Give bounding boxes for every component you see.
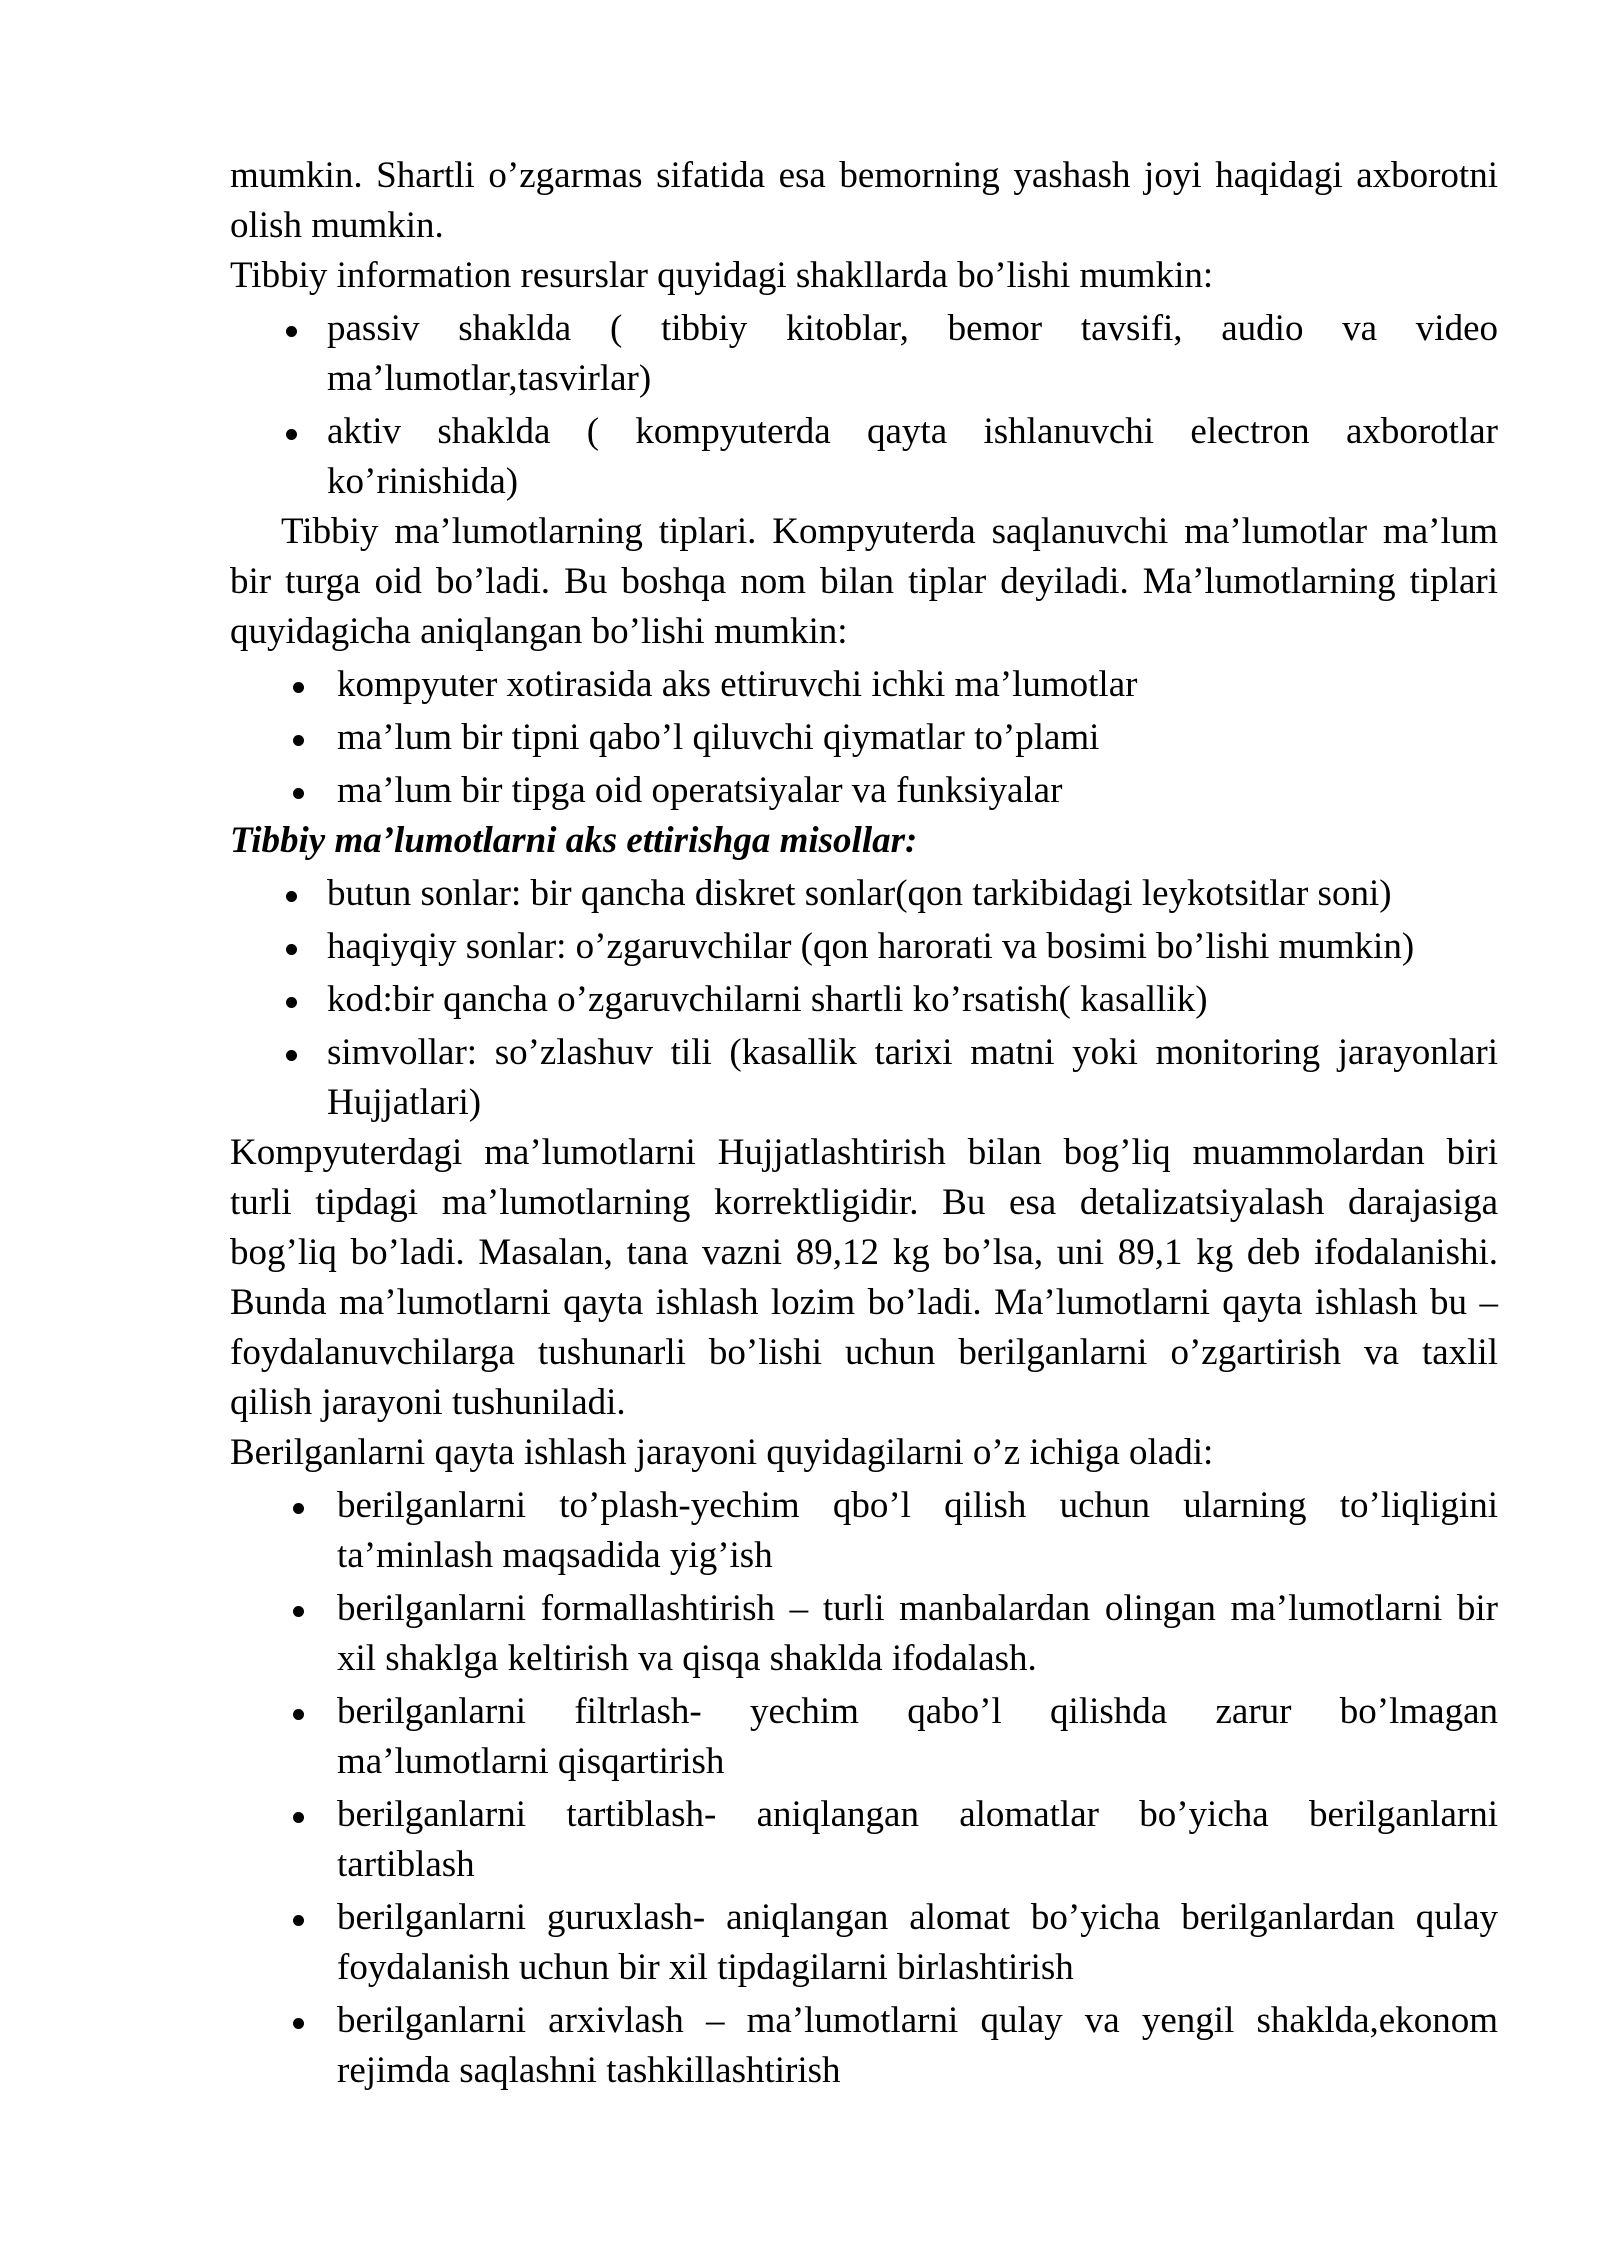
list-item-line: haqiyqiy sonlar: o’zgaruvchilar (qon harorati va bosimi bo’lishi mumkin) (327, 926, 1415, 967)
list-item-line: kod:bir qancha o’zgaruvchilarni shartli ko’rsatish( kasallik) (327, 979, 1208, 1020)
list-item (230, 710, 1498, 763)
paragraph-line: Bunda ma’lumotlarni qayta ishlash lozim bo’ladi. Ma’lumotlarni qayta ishlash bu – (230, 1282, 1498, 1323)
list-item-line: butun sonlar: bir qancha diskret sonlar(qon tarkibidagi leykotsitlar soni) (327, 873, 1392, 914)
list-item-line: berilganlarni guruxlash- aniqlangan alomat bo’yicha berilganlardan qulay (337, 1897, 1498, 1938)
resources-lead: Tibbiy information resurslar quyidagi shakllarda bo’lishi mumkin: (230, 255, 1214, 296)
bullet-icon (293, 788, 304, 799)
list-item-line: simvollar: so’zlashuv tili (kasallik tarixi matni yoki monitoring jarayonlari (327, 1032, 1498, 1073)
list-item-line: ma’lum bir tipni qabo’l qiluvchi qiymatlar to’plami (337, 717, 1100, 758)
bullet-icon (286, 944, 297, 955)
paragraph-line: bir turga oid bo’ladi. Bu boshqa nom bilan tiplar deyiladi. Ma’lumotlarning tiplari (230, 561, 1498, 602)
paragraph-line: quyidagicha aniqlangan bo’lishi mumkin: (230, 611, 848, 652)
list-item (230, 404, 1498, 507)
processing-lead: Berilganlarni qayta ishlash jarayoni quyidagilarni o’z ichiga oladi: (230, 1432, 1214, 1473)
bullet-icon (293, 1812, 304, 1823)
list-item (230, 1993, 1498, 2096)
list-item (230, 1684, 1498, 1787)
list-item (230, 763, 1498, 816)
bullet-icon (286, 1050, 297, 1061)
bullet-icon (293, 735, 304, 746)
list-item (230, 1787, 1498, 1890)
bullet-icon (293, 1503, 304, 1514)
documentation-paragraph (230, 1128, 1498, 1428)
list-item (230, 1025, 1498, 1128)
list-item (230, 301, 1498, 404)
list-item-line: xil shaklga keltirish va qisqa shaklda ifodalash. (337, 1638, 1037, 1679)
paragraph-line: Tibbiy ma’lumotlarning tiplari. Kompyuterda saqlanuvchi ma’lumotlar ma’lum (281, 511, 1498, 552)
list-item-line: ta’minlash maqsadida yig’ish (337, 1535, 773, 1576)
bullet-icon (286, 326, 297, 337)
paragraph-line: foydalanuvchilarga tushunarli bo’lishi uchun berilganlarni o’zgartirish va taxlil (230, 1332, 1498, 1373)
type-items-list (230, 657, 1498, 816)
list-item (230, 1478, 1498, 1581)
list-item-line: ma’lumotlarni qisqartirish (337, 1741, 725, 1782)
list-item (230, 1581, 1498, 1684)
list-item-line: foydalanish uchun bir xil tipdagilarni birlashtirish (337, 1947, 1074, 1988)
list-item-line: berilganlarni tartiblash- aniqlangan alomatlar bo’yicha berilganlarni (337, 1794, 1498, 1835)
list-item (230, 1890, 1498, 1993)
list-item (230, 919, 1498, 972)
bullet-icon (293, 2018, 304, 2029)
list-item-line: passiv shaklda ( tibbiy kitoblar, bemor tavsifi, audio va video (327, 308, 1498, 349)
document-page (230, 151, 1498, 2096)
paragraph-line: mumkin. Shartli o’zgarmas sifatida esa bemorning yashash joyi haqidagi axborotni (230, 155, 1498, 196)
bullet-icon (286, 997, 297, 1008)
bullet-icon (293, 682, 304, 693)
bullet-icon (293, 1915, 304, 1926)
bullet-icon (286, 891, 297, 902)
paragraph-line: Kompyuterdagi ma’lumotlarni Hujjatlashtirish bilan bog’liq muammolardan biri (230, 1132, 1498, 1173)
types-paragraph (230, 507, 1498, 657)
list-item-line: kompyuter xotirasida aks ettiruvchi ichki ma’lumotlar (337, 664, 1138, 705)
list-item-line: aktiv shaklda ( kompyuterda qayta ishlanuvchi electron axborotlar (327, 411, 1498, 452)
intro-paragraph (230, 151, 1498, 251)
list-item (230, 866, 1498, 919)
bullet-icon (286, 429, 297, 440)
paragraph-line: qilish jarayoni tushuniladi. (230, 1382, 626, 1423)
examples-list (230, 866, 1498, 1128)
paragraph-line: turli tipdagi ma’lumotlarning korrektligidir. Bu esa detalizatsiyalash darajasiga (230, 1182, 1498, 1223)
list-item (230, 972, 1498, 1025)
processing-steps-list (230, 1478, 1498, 2096)
list-item-line: ma’lum bir tipga oid operatsiyalar va funksiyalar (337, 770, 1063, 811)
paragraph-line: olish mumkin. (230, 205, 444, 246)
list-item-line: ko’rinishida) (327, 461, 519, 502)
bullet-icon (293, 1709, 304, 1720)
list-item-line: ma’lumotlar,tasvirlar) (327, 358, 652, 399)
resource-forms-list (230, 301, 1498, 507)
bullet-icon (293, 1606, 304, 1617)
list-item-line: rejimda saqlashni tashkillashtirish (337, 2050, 841, 2091)
list-item-line: Hujjatlari) (327, 1082, 482, 1123)
list-item-line: berilganlarni to’plash-yechim qbo’l qilish uchun ularning to’liqligini (337, 1485, 1498, 1526)
list-item-line: berilganlarni arxivlash – ma’lumotlarni qulay va yengil shaklda,ekonom (337, 2000, 1498, 2041)
list-item-line: berilganlarni filtrlash- yechim qabo’l qilishda zarur bo’lmagan (337, 1691, 1498, 1732)
list-item-line: berilganlarni formallashtirish – turli manbalardan olingan ma’lumotlarni bir (337, 1588, 1498, 1629)
paragraph-line: bog’liq bo’ladi. Masalan, tana vazni 89,12 kg bo’lsa, uni 89,1 kg deb ifodalanishi. (230, 1232, 1498, 1273)
list-item-line: tartiblash (337, 1844, 475, 1885)
section-heading: Tibbiy ma’lumotlarni aks ettirishga misollar: (230, 820, 918, 861)
list-item (230, 657, 1498, 710)
